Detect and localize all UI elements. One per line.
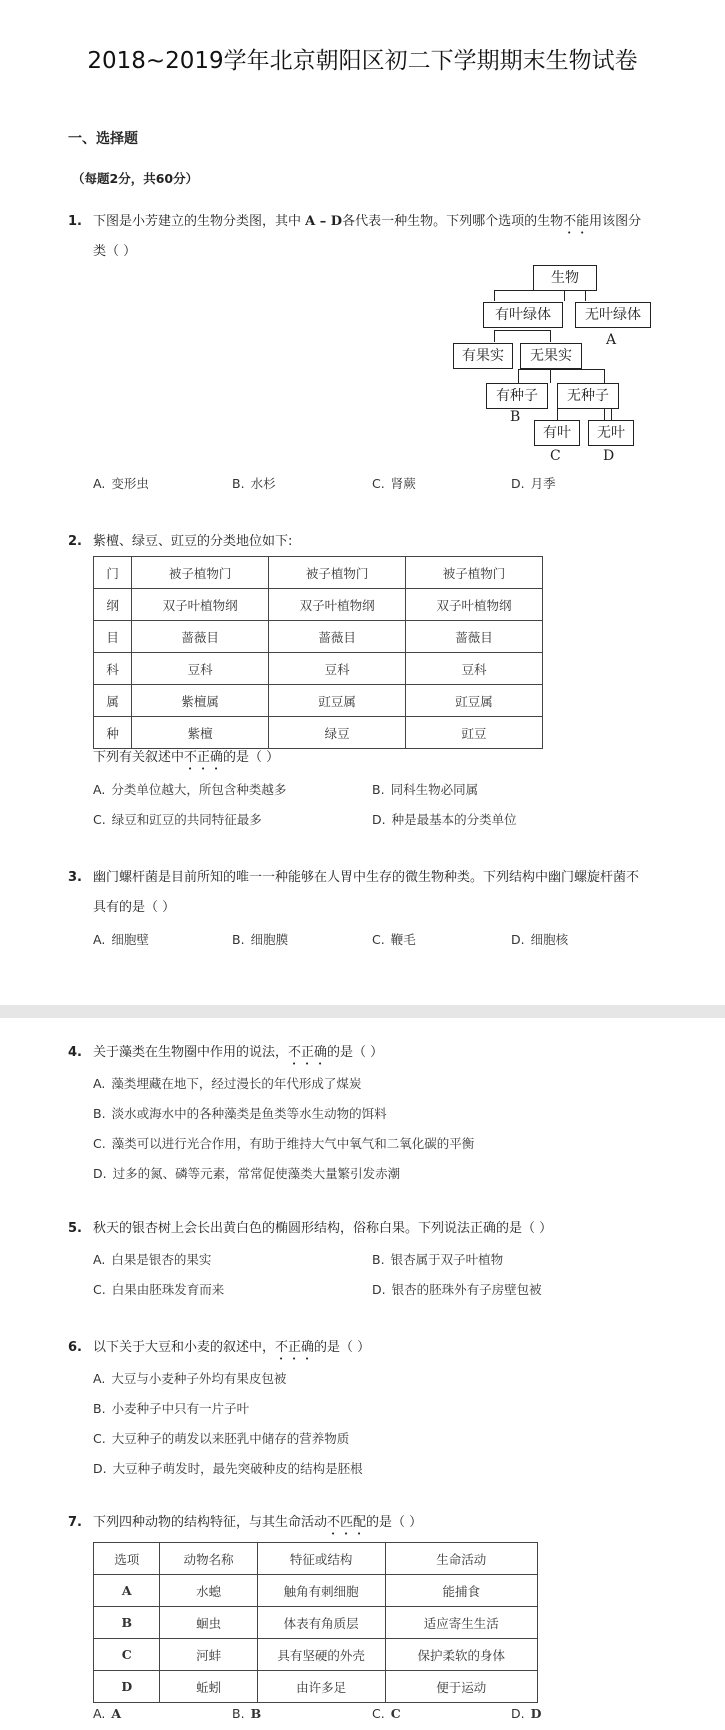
table-cell: 豆科 <box>132 653 269 685</box>
animal-table <box>93 1542 538 1703</box>
taxonomy-table <box>93 556 543 749</box>
option-d[interactable]: D. 银杏的胚珠外有子房壁包被 <box>372 1282 542 1297</box>
table-cell: 选项 <box>94 1543 160 1575</box>
option-b[interactable]: B. 淡水或海水中的各种藻类是鱼类等水生动物的饵料 <box>93 1106 387 1121</box>
question-number: 6. <box>68 1340 82 1355</box>
table-cell: 豆科 <box>406 653 543 685</box>
table-row <box>94 1575 538 1607</box>
node-fruit: 有果实 <box>453 343 513 369</box>
table-row <box>94 653 543 685</box>
table-cell: 蚯蚓 <box>160 1671 257 1703</box>
table-cell: 蛔虫 <box>160 1607 257 1639</box>
table-cell: 被子植物门 <box>132 557 269 589</box>
table-cell: 被子植物门 <box>269 557 406 589</box>
table-cell: 双子叶植物纲 <box>269 589 406 621</box>
node-no-fruit: 无果实 <box>520 343 582 369</box>
option-d[interactable]: D. 月季 <box>511 476 556 491</box>
question-number: 5. <box>68 1221 82 1236</box>
table-cell: 由许多足 <box>257 1671 385 1703</box>
option-a[interactable]: A. 大豆与小麦种子外均有果皮包被 <box>93 1371 287 1386</box>
table-cell: 触角有刺细胞 <box>257 1575 385 1607</box>
table-cell: 具有坚硬的外壳 <box>257 1639 385 1671</box>
table-cell: C <box>94 1639 160 1671</box>
page-2 <box>0 1018 725 1730</box>
table-row <box>94 685 543 717</box>
question-text: 以下关于大豆和小麦的叙述中，不正确的是（ ） <box>93 1340 371 1355</box>
table-cell: 适应寄生生活 <box>385 1607 537 1639</box>
label-c: C <box>550 448 561 464</box>
option-d[interactable]: D. 种是最基本的分类单位 <box>372 812 517 827</box>
table-row <box>94 557 543 589</box>
question-text: 下列四种动物的结构特征，与其生命活动不匹配的是（ ） <box>93 1515 423 1530</box>
option-d[interactable]: D. 大豆种子萌发时，最先突破种皮的结构是胚根 <box>93 1461 363 1476</box>
table-cell: 科 <box>94 653 132 685</box>
emphasis-text: 不正确 <box>275 1340 315 1355</box>
option-c[interactable]: C. 白果由胚珠发育而来 <box>93 1282 225 1297</box>
question-number: 4. <box>68 1045 82 1060</box>
table-cell: 动物名称 <box>160 1543 257 1575</box>
table-cell: B <box>94 1607 160 1639</box>
table-cell: 绿豆 <box>269 717 406 749</box>
option-a[interactable]: A. 变形虫 <box>93 476 149 491</box>
table-cell: 蔷薇目 <box>406 621 543 653</box>
label-a: A <box>606 332 617 348</box>
option-c[interactable]: C. 绿豆和豇豆的共同特征最多 <box>93 812 262 827</box>
table-cell: 种 <box>94 717 132 749</box>
table-row <box>94 589 543 621</box>
node-organism: 生物 <box>533 265 597 291</box>
emphasis-text: 不正确 <box>184 750 224 765</box>
table-cell: 纲 <box>94 589 132 621</box>
option-c[interactable]: C. 肾蕨 <box>372 476 416 491</box>
node-chloroplast: 有叶绿体 <box>483 302 563 328</box>
question-text: 关于藻类在生物圈中作用的说法，不正确的是（ ） <box>93 1045 384 1060</box>
question-number: 3. <box>68 870 82 885</box>
table-row <box>94 1639 538 1671</box>
option-c[interactable]: C. 鞭毛 <box>372 932 416 947</box>
option-b[interactable]: B. 同科生物必同属 <box>372 782 479 797</box>
page-separator <box>0 1005 725 1018</box>
node-seed: 有种子 <box>486 383 548 409</box>
table-cell: 蔷薇目 <box>269 621 406 653</box>
option-d[interactable]: D. D <box>511 1706 542 1721</box>
table-cell: 豆科 <box>269 653 406 685</box>
table-cell: 能捕食 <box>385 1575 537 1607</box>
page-title: 2018~2019学年北京朝阳区初二下学期期末生物试卷 <box>87 48 638 74</box>
table-cell: 门 <box>94 557 132 589</box>
question-text: 幽门螺杆菌是目前所知的唯一一种能够在人胃中生存的微生物种类。下列结构中幽门螺旋杆菌不 具有的是（ ） <box>93 870 640 915</box>
table-cell: 蔷薇目 <box>132 621 269 653</box>
option-b[interactable]: B. 细胞膜 <box>232 932 289 947</box>
option-c[interactable]: C. C <box>372 1706 401 1721</box>
option-a[interactable]: A. A <box>93 1706 122 1721</box>
option-a[interactable]: A. 细胞壁 <box>93 932 149 947</box>
node-leaf: 有叶 <box>534 420 580 446</box>
option-a[interactable]: A. 白果是银杏的果实 <box>93 1252 212 1267</box>
question-text: 秋天的银杏树上会长出黄白色的椭圆形结构，俗称白果。下列说法正确的是（ ） <box>93 1221 553 1236</box>
table-cell: 目 <box>94 621 132 653</box>
table-cell: 被子植物门 <box>406 557 543 589</box>
table-cell: 豇豆 <box>406 717 543 749</box>
table-row <box>94 1607 538 1639</box>
table-cell: 河蚌 <box>160 1639 257 1671</box>
table-row <box>94 1543 538 1575</box>
table-cell: 紫檀属 <box>132 685 269 717</box>
question-number: 2. <box>68 534 82 549</box>
label-b: B <box>510 409 521 425</box>
table-cell: 豇豆属 <box>406 685 543 717</box>
table-cell: 特征或结构 <box>257 1543 385 1575</box>
question-number: 1. <box>68 214 82 229</box>
option-a[interactable]: A. 藻类埋藏在地下，经过漫长的年代形成了煤炭 <box>93 1076 362 1091</box>
table-cell: 生命活动 <box>385 1543 537 1575</box>
emphasis-text: 不匹配 <box>327 1515 367 1530</box>
label-d: D <box>603 448 615 464</box>
emphasis-text: 不能 <box>563 214 590 229</box>
table-cell: D <box>94 1671 160 1703</box>
question-number: 7. <box>68 1515 82 1530</box>
table-cell: 双子叶植物纲 <box>406 589 543 621</box>
table-cell: 双子叶植物纲 <box>132 589 269 621</box>
option-b[interactable]: B. B <box>232 1706 262 1721</box>
table-row <box>94 1671 538 1703</box>
q2-stem: 下列有关叙述中不正确的是（ ） <box>93 750 280 765</box>
question-text: 紫檀、绿豆、豇豆的分类地位如下: <box>93 534 293 549</box>
option-c[interactable]: C. 藻类可以进行光合作用，有助于维持大气中氧气和二氧化碳的平衡 <box>93 1136 475 1151</box>
emphasis-text: 不正确 <box>288 1045 328 1060</box>
option-d[interactable]: D. 过多的氮、磷等元素，常常促使藻类大量繁引发赤潮 <box>93 1166 401 1181</box>
table-cell: 豇豆属 <box>269 685 406 717</box>
table-cell: 紫檀 <box>132 717 269 749</box>
option-b[interactable]: B. 水杉 <box>232 476 276 491</box>
table-cell: A <box>94 1575 160 1607</box>
node-no-seed: 无种子 <box>557 383 619 409</box>
table-cell: 属 <box>94 685 132 717</box>
node-no-chloroplast: 无叶绿体 <box>575 302 651 328</box>
option-c[interactable]: C. 大豆种子的萌发以来胚乳中储存的营养物质 <box>93 1431 350 1446</box>
table-row <box>94 621 543 653</box>
section-heading: 一、选择题 <box>68 131 138 147</box>
node-no-leaf: 无叶 <box>588 420 634 446</box>
option-b[interactable]: B. 小麦种子中只有一片子叶 <box>93 1401 250 1416</box>
table-cell: 体表有角质层 <box>257 1607 385 1639</box>
question-text: 下图是小芳建立的生物分类图，其中 A – D各代表一种生物。下列哪个选项的生物不能用该图分 类（ ） <box>93 214 642 259</box>
table-cell: 便于运动 <box>385 1671 537 1703</box>
table-cell: 水螅 <box>160 1575 257 1607</box>
option-a[interactable]: A. 分类单位越大，所包含种类越多 <box>93 782 287 797</box>
section-note: （每题2分，共60分） <box>72 171 199 186</box>
option-b[interactable]: B. 银杏属于双子叶植物 <box>372 1252 504 1267</box>
table-cell: 保护柔软的身体 <box>385 1639 537 1671</box>
option-d[interactable]: D. 细胞核 <box>511 932 569 947</box>
